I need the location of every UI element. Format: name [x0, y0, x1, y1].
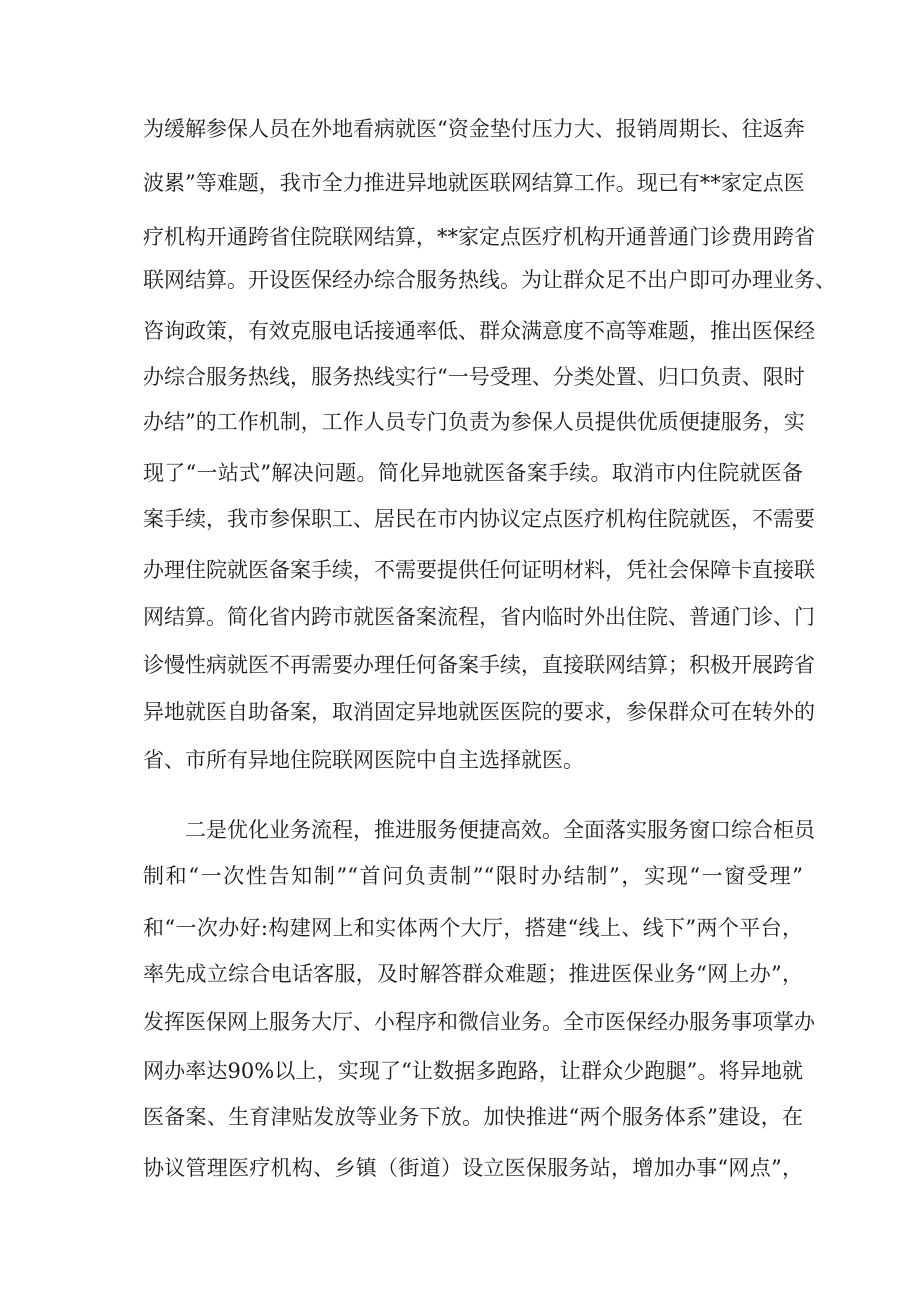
paragraph-1-line-3: 疗机构开通跨省住院联网结算，**家定点医疗机构开通普通门诊费用跨省: [143, 225, 815, 249]
paragraph-2-line-8: 协议管理医疗机构、乡镇（街道）设立医保服务站，增加办事“网点”，: [143, 1156, 803, 1180]
paragraph-2-line-3: 和“一次办好:构建网上和实体两个大厅，搭建“线上、线下”两个平台，: [143, 916, 803, 940]
paragraph-1-line-1: 为缓解参保人员在外地看病就医“资金垫付压力大、报销周期长、往返奔: [143, 117, 805, 141]
paragraph-1-line-2: 波累”等难题，我市全力推进异地就医联网结算工作。现已有**家定点医: [143, 171, 805, 195]
paragraph-2-line-6: 网办率达90%以上，实现了“让数据多跑路，让群众少跑腿”。将异地就: [143, 1059, 803, 1083]
paragraph-2-line-4: 率先成立综合电话客服，及时解答群众难题；推进医保业务“网上办”，: [143, 962, 803, 986]
paragraph-1-line-9: 案手续，我市参保职工、居民在市内协议定点医疗机构住院就医，不需要: [143, 507, 815, 531]
paragraph-1-line-5: 咨询政策，有效克服电话接通率低、群众满意度不高等难题，推出医保经: [143, 319, 815, 343]
paragraph-1-line-11: 网结算。简化省内跨市就医备案流程，省内临时外出住院、普通门诊、门: [143, 605, 815, 629]
paragraph-1-line-8: 现了“一站式”解决问题。简化异地就医备案手续。取消市内住院就医备: [143, 461, 803, 485]
paragraph-2-line-1: 二是优化业务流程，推进服务便捷高效。全面落实服务窗口综合柜员: [185, 818, 815, 842]
paragraph-1-line-14: 省、市所有异地住院联网医院中自主选择就医。: [143, 748, 584, 772]
paragraph-2-line-2: 制和“一次性告知制”“首问负责制”“限时办结制”，实现“一窗受理”: [143, 864, 803, 888]
paragraph-1-line-4: 联网结算。开设医保经办综合服务热线。为让群众足不出户即可办理业务、: [143, 268, 836, 292]
paragraph-1-line-13: 异地就医自助备案，取消固定异地就医医院的要求，参保群众可在转外的: [143, 700, 815, 724]
paragraph-2-line-5: 发挥医保网上服务大厅、小程序和微信业务。全市医保经办服务事项掌办: [143, 1010, 815, 1034]
paragraph-1-line-12: 诊慢性病就医不再需要办理任何备案手续，直接联网结算；积极开展跨省: [143, 653, 815, 677]
paragraph-1-line-6: 办综合服务热线，服务热线实行“一号受理、分类处置、归口负责、限时: [143, 365, 805, 389]
paragraph-1-line-10: 办理住院就医备案手续，不需要提供任何证明材料，凭社会保障卡直接联: [143, 558, 815, 582]
paragraph-2-line-7: 医备案、生育津贴发放等业务下放。加快推进“两个服务体系”建设，在: [143, 1105, 803, 1129]
paragraph-1-line-7: 办结”的工作机制，工作人员专门负责为参保人员提供优质便捷服务，实: [143, 410, 805, 434]
